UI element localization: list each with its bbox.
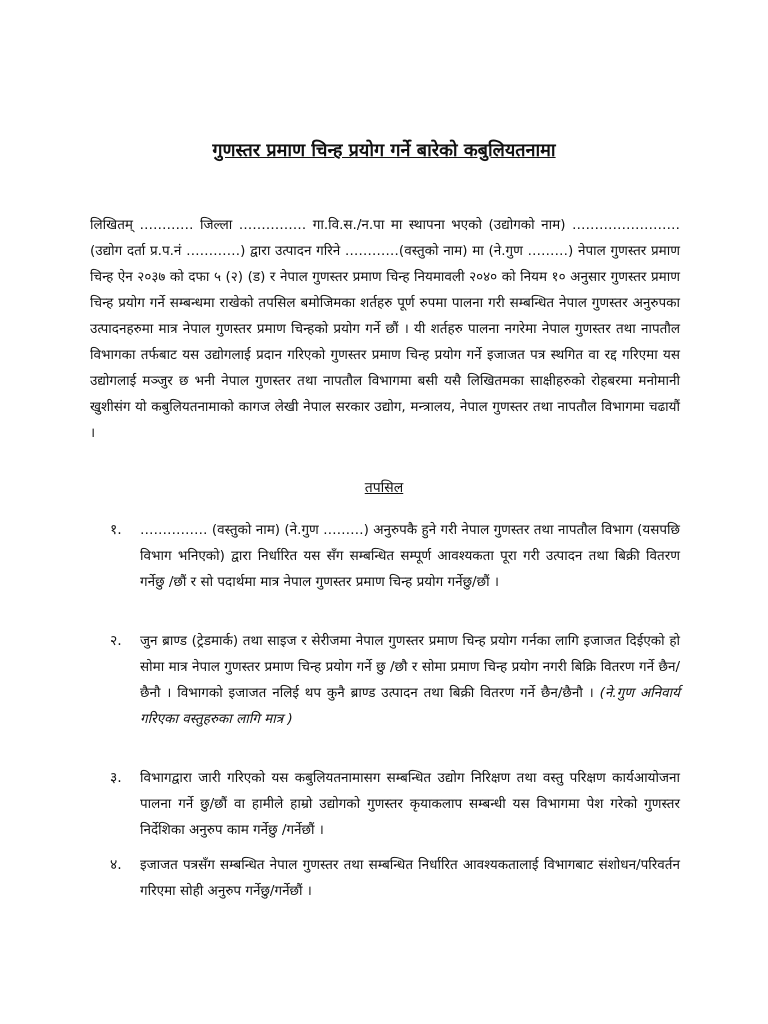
list-item xyxy=(90,628,680,732)
item-number: २. xyxy=(110,633,122,649)
list-item xyxy=(90,765,680,843)
list-item xyxy=(90,517,680,595)
schedule-heading: तपसिल xyxy=(364,480,404,496)
item-text-block xyxy=(140,628,680,732)
item-number: ४. xyxy=(110,857,122,873)
item-number: १. xyxy=(110,522,122,538)
item-number: ३. xyxy=(110,770,122,786)
item-text: विभागद्वारा जारी गरिएको यस कबुलियतनामासग सम्बन्धित उद्योग निरिक्षण तथा वस्तु परिक्षण कार्यआयोजना पालना गर्ने छु/छौं वा हामीले हाम्रो उद्योगको गुणस्तर कृयाकलाप सम्बन्धी यस विभागमा पेश गरेको गुणस्तर निर्देशिका अनुरुप काम गर्नेछु /गर्नेछौं । xyxy=(140,770,680,838)
list-item xyxy=(90,852,680,904)
intro-paragraph: लिखितम् ………… जिल्ला …………… गा.वि.स./न.पा मा स्थापना भएको (उद्योगको नाम) …………………… (उद्योग दर्ता प्र.प.नं …………) द्वारा उत्पादन गरिने …………(वस्तुको नाम) मा (ने.गुण ………) नेपाल गुणस्तर प्रमाण चिन्ह ऐन २०३७ को दफा ५ (२) (ड) र नेपाल गुणस्तर प्रमाण चिन्ह नियमावली २०४० को नियम १० अनुसार गुणस्तर प्रमाण चिन्ह प्रयोग गर्ने सम्बन्धमा राखेको तपसिल बमोजिमका शर्तहरु पूर्ण रुपमा पालना गरी सम्बन्धित नेपाल गुणस्तर अनुरुपका उत्पादनहरुमा मात्र नेपाल गुणस्तर प्रमाण चिन्हको प्रयोग गर्ने छौं । यी शर्तहरु पालना नगरेमा नेपाल गुणस्तर तथा नापतौल विभागका तर्फबाट यस उद्योगलाई प्रदान गरिएको गुणस्तर प्रमाण चिन्ह प्रयोग गर्ने इजाजत पत्र स्थगित वा रद्द गरिएमा यस उद्योगलाई मञ्जुर छ भनी नेपाल गुणस्तर तथा नापतौल विभागमा बसी यसै लिखितमका साक्षीहरुको रोहबरमा मनोमानी खुशीसंग यो कबुलियतनामाको कागज लेखी नेपाल सरकार उद्योग, मन्त्रालय, नेपाल गुणस्तर तथा नापतौल विभागमा चढायौं । xyxy=(90,217,680,441)
item-text: जुन ब्राण्ड (ट्रेडमार्क) तथा साइज र सेरीजमा नेपाल गुणस्तर प्रमाण चिन्ह प्रयोग गर्नका लागि इजाजत दिईएको हो सोमा मात्र नेपाल गुणस्तर प्रमाण चिन्ह प्रयोग गर्ने छु /छौ र सोमा प्रमाण चिन्ह प्रयोग नगरी बिक्रि वितरण गर्ने छैन/छैनौ । विभागको इजाजत नलिई थप कुनै ब्राण्ड उत्पादन तथा बिक्री वितरण गर्ने छैन/छैनौ । xyxy=(140,633,680,701)
item-text: …………… (वस्तुको नाम) (ने.गुण ………) अनुरुपकै हुने गरी नेपाल गुणस्तर तथा नापतौल विभाग (यसपछि विभाग भनिएको) द्वारा निर्धारित यस सँग सम्बन्धित सम्पूर्ण आवश्यकता पूरा गरी उत्पादन तथा बिक्री वितरण गर्नेछु /छौं र सो पदार्थमा मात्र नेपाल गुणस्तर प्रमाण चिन्ह प्रयोग गर्नेछु/छौं । xyxy=(140,522,680,590)
item-note: (ने.गुण अनिवार्य गरिएका वस्तुहरुका लागि मात्र ) xyxy=(140,685,681,727)
document-title: गुणस्तर प्रमाण चिन्ह प्रयोग गर्ने बारेको कबुलियतनामा xyxy=(212,140,556,161)
item-text: इजाजत पत्रसँग सम्बन्धित नेपाल गुणस्तर तथा सम्बन्धित निर्धारित आवश्यकतालाई विभागबाट संशोधन/परिवर्तन गरिएमा सोही अनुरुप गर्नेछु/गर्नेछौं । xyxy=(140,857,680,899)
